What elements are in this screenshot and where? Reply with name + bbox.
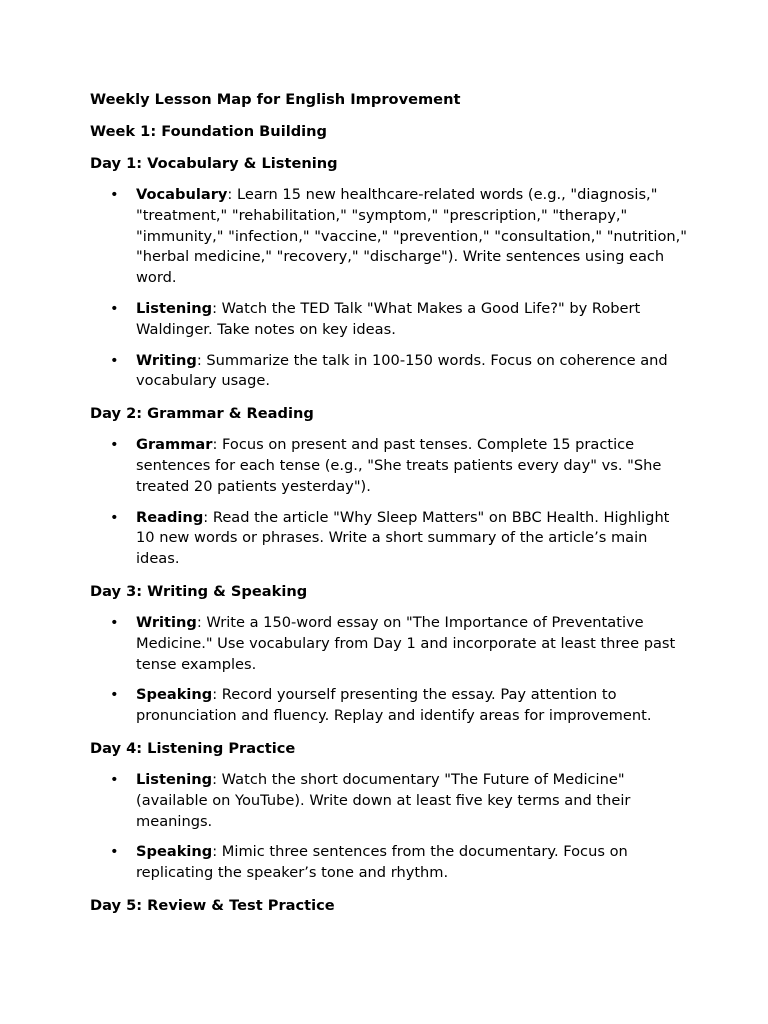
document-title: Weekly Lesson Map for English Improvement [90, 91, 461, 108]
task-text: Write a 150-word essay on "The Importance of Preventative Medicine." Use vocabulary from Day 1 and incorporate at least three past tense examples. [136, 613, 676, 673]
bullet-icon: • [110, 186, 119, 203]
list-item [90, 685, 690, 727]
document-page [90, 90, 690, 927]
day-3-task-list [90, 613, 690, 727]
list-item [90, 770, 690, 832]
task-text: Watch the short documentary "The Future of Medicine" (available on YouTube). Write down at least five key terms and their meanings. [136, 770, 631, 830]
list-item [90, 185, 690, 289]
task-label: Reading [136, 508, 204, 526]
task-label: Writing [136, 351, 197, 369]
task-text: Summarize the talk in 100-150 words. Focus on coherence and vocabulary usage. [136, 351, 668, 390]
task-text: Read the article "Why Sleep Matters" on BBC Health. Highlight 10 new words or phrases. Write a short summary of the article’s main ideas. [136, 508, 670, 568]
day-1-heading: Day 1: Vocabulary & Listening [90, 155, 338, 172]
task-text: Learn 15 new healthcare-related words (e.g., "diagnosis," "treatment," "rehabilitation," "symptom," "prescription," "therapy," "immunity," "infection," "vaccine," "prevention," "consultation," "nutrition," "herbal medicine," "recovery," "discharge"). Write sentences using each word. [136, 186, 687, 287]
day-1-task-list [90, 185, 690, 392]
task-label: Listening [136, 299, 213, 317]
list-item [90, 299, 690, 341]
bullet-icon: • [110, 613, 119, 631]
label-separator: : [196, 351, 202, 369]
list-item [90, 435, 690, 497]
bullet-icon: • [110, 436, 119, 454]
task-label: Writing [136, 613, 197, 631]
day-4-heading: Day 4: Listening Practice [90, 739, 296, 757]
day-2-heading: Day 2: Grammar & Reading [90, 405, 314, 423]
bullet-icon: • [110, 508, 119, 526]
label-separator: : [212, 436, 218, 454]
bullet-icon: • [110, 299, 119, 317]
label-separator: : [212, 686, 218, 704]
week-heading: Week 1: Foundation Building [90, 123, 327, 140]
task-text: Focus on present and past tenses. Complete 15 practice sentences for each tense (e.g., "She treats patients every day" vs. "She treated 20 patients yesterday"). [136, 436, 662, 495]
task-label: Grammar [136, 436, 213, 454]
bullet-icon: • [110, 770, 119, 788]
day-4-task-list [90, 770, 690, 884]
label-separator: : [196, 613, 202, 631]
list-item [90, 613, 690, 675]
task-label: Vocabulary [136, 186, 228, 203]
label-separator: : [212, 770, 218, 788]
day-2-task-list [90, 435, 690, 570]
label-separator: : [212, 299, 218, 317]
task-label: Speaking [136, 843, 213, 861]
bullet-icon: • [110, 686, 119, 704]
task-text: Watch the TED Talk "What Makes a Good Life?" by Robert Waldinger. Take notes on key ideas. [136, 299, 641, 338]
task-label: Speaking [136, 686, 213, 704]
label-separator: : [203, 508, 209, 526]
label-separator: : [227, 186, 233, 203]
task-text: Record yourself presenting the essay. Pay attention to pronunciation and fluency. Replay and identify areas for improvement. [136, 686, 652, 725]
day-5-heading: Day 5: Review & Test Practice [90, 896, 335, 914]
label-separator: : [212, 843, 218, 861]
task-text: Mimic three sentences from the documentary. Focus on replicating the speaker’s tone and rhythm. [136, 843, 628, 882]
list-item [90, 842, 690, 884]
bullet-icon: • [110, 351, 119, 369]
day-3-heading: Day 3: Writing & Speaking [90, 582, 308, 600]
task-label: Listening [136, 770, 213, 788]
list-item [90, 351, 690, 393]
bullet-icon: • [110, 843, 119, 861]
list-item [90, 508, 690, 570]
